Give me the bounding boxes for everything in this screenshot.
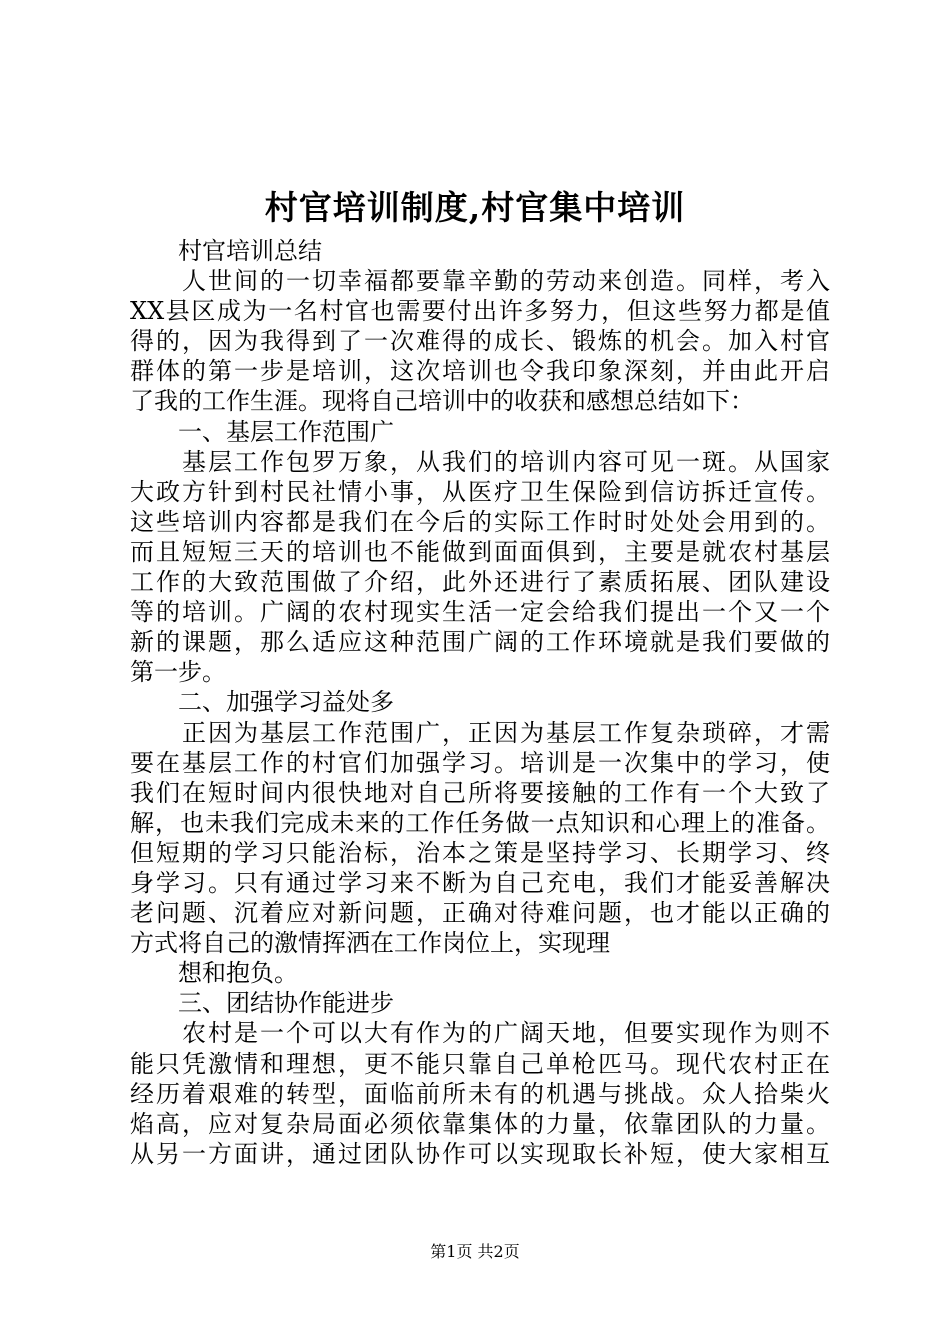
- body-line: 群体的第一步是培训，这次培训也令我印象深刻，并由此开启: [130, 357, 830, 386]
- body-line: 人世间的一切幸福都要靠辛勤的劳动来创造。同样，考入: [130, 267, 830, 296]
- body-line: 正因为基层工作范围广，正因为基层工作复杂琐碎，才需: [130, 718, 830, 747]
- body-line: 这些培训内容都是我们在今后的实际工作时时处处会用到的。: [130, 507, 830, 536]
- page-footer: 第1页 共2页: [430, 1242, 520, 1261]
- body-line: 而且短短三天的培训也不能做到面面俱到，主要是就农村基层: [130, 537, 830, 566]
- body-line: 焰高，应对复杂局面必须依靠集体的力量，依靠团队的力量。: [130, 1109, 830, 1138]
- body-line: 一、基层工作范围广: [130, 417, 394, 446]
- document-body: [130, 236, 830, 1169]
- body-line: 从另一方面讲，通过团队协作可以实现取长补短，使大家相互: [130, 1139, 830, 1168]
- body-line: 老问题、沉着应对新问题，正确对待难问题，也才能以正确的: [130, 899, 830, 928]
- body-line: 我们在短时间内很快地对自己所将要接触的工作有一个大致了: [130, 778, 830, 807]
- body-line: 但短期的学习只能治标，治本之策是坚持学习、长期学习、终: [130, 838, 830, 867]
- body-line: 等的培训。广阔的农村现实生活一定会给我们提出一个又一个: [130, 598, 830, 627]
- body-line: 要在基层工作的村官们加强学习。培训是一次集中的学习，使: [130, 748, 830, 777]
- body-line: 新的课题，那么适应这种范围广阔的工作环境就是我们要做的: [130, 628, 830, 657]
- body-line: 第一步。: [130, 658, 226, 687]
- body-line: 基层工作包罗万象，从我们的培训内容可见一斑。从国家: [130, 447, 830, 476]
- body-line: 大政方针到村民社情小事，从医疗卫生保险到信访拆迁宣传。: [130, 477, 830, 506]
- body-line: 农村是一个可以大有作为的广阔天地，但要实现作为则不: [130, 1019, 830, 1048]
- body-line: 工作的大致范围做了介绍，此外还进行了素质拓展、团队建设: [130, 568, 830, 597]
- body-line: 了我的工作生涯。现将自己培训中的收获和感想总结如下：: [130, 387, 754, 416]
- body-line: 方式将自己的激情挥洒在工作岗位上，实现理: [130, 929, 610, 958]
- body-line: 身学习。只有通过学习来不断为自己充电，我们才能妥善解决: [130, 868, 830, 897]
- body-line: 村官培训总结: [130, 237, 322, 265]
- document-title: 村官培训制度,村官集中培训: [264, 188, 686, 227]
- body-line: 得的，因为我得到了一次难得的成长、锻炼的机会。加入村官: [130, 327, 830, 356]
- body-line: 经历着艰难的转型，面临前所未有的机遇与挑战。众人拾柴火: [130, 1079, 830, 1108]
- body-line: 想和抱负。: [130, 959, 298, 988]
- body-line: 三、团结协作能进步: [130, 989, 394, 1018]
- body-line: 能只凭激情和理想，更不能只靠自己单枪匹马。现代农村正在: [130, 1049, 830, 1078]
- body-line: 解，也未我们完成未来的工作任务做一点知识和心理上的准备。: [130, 808, 830, 837]
- body-line: XX县区成为一名村官也需要付出许多努力，但这些努力都是值: [130, 297, 830, 326]
- body-line: 二、加强学习益处多: [130, 688, 394, 717]
